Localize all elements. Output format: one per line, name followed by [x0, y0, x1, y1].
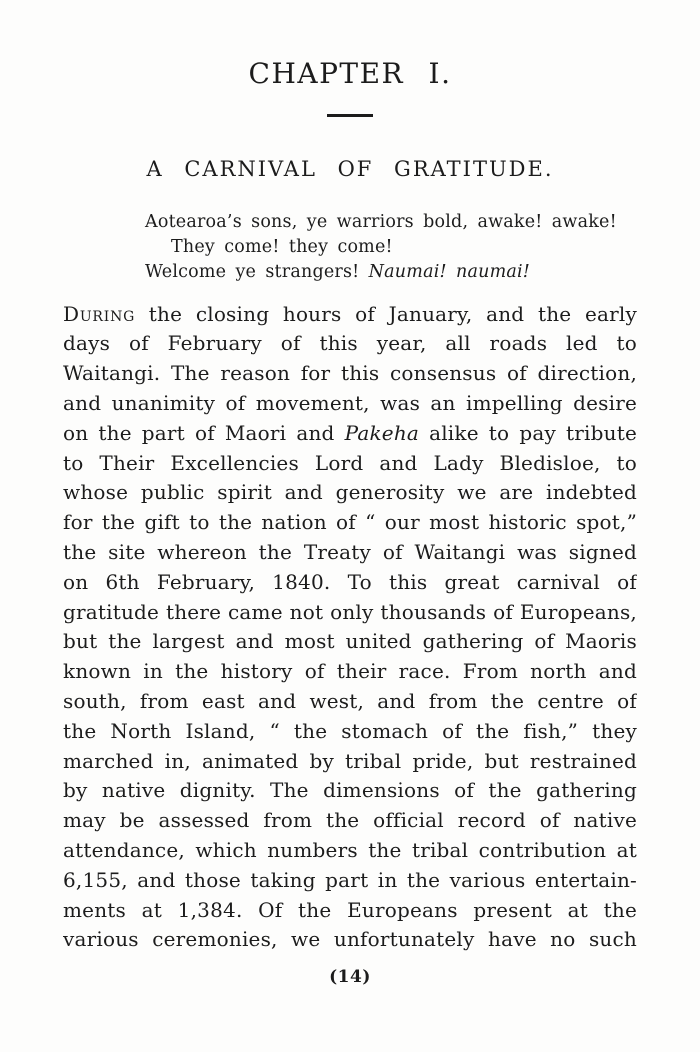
- text-segment: on 6th February, 1840. To this great carnival of: [63, 569, 637, 594]
- body-text-line: [63, 538, 637, 568]
- body-text-line: [63, 836, 637, 866]
- epigraph-line-2: They come! they come!: [171, 237, 393, 258]
- epigraph-line-3-italic-text: Naumai! naumai!: [368, 262, 531, 283]
- heading-divider-rule: [327, 114, 373, 117]
- epigraph-line-1: Aotearoa’s sons, ye warriors bold, awake! awake!: [145, 212, 617, 232]
- body-text-line: [63, 627, 637, 657]
- text-segment: whose public spirit and generosity we are indebted: [63, 480, 637, 505]
- epigraph-verse: [145, 210, 700, 286]
- text-segment: to Their Excellencies Lord and Lady Bledisloe, to: [63, 450, 637, 475]
- text-segment: for the gift to the nation of “ our most historic spot,”: [63, 510, 637, 535]
- text-segment: the site whereon the Treaty of Waitangi was signed: [63, 539, 637, 564]
- epigraph-line-3-text: Welcome ye strangers!: [145, 262, 369, 283]
- body-text-line: [63, 925, 637, 955]
- body-text-line: [63, 508, 637, 538]
- text-segment: Waitangi. The reason for this consensus of direction,: [63, 361, 637, 386]
- body-text-line: [63, 896, 637, 926]
- chapter-heading: CHAPTER I.: [248, 57, 452, 90]
- body-text-line: [63, 806, 637, 836]
- body-text-line: [63, 866, 637, 896]
- body-text-line: [63, 329, 637, 359]
- body-text-line: [63, 419, 637, 449]
- body-text-line: [63, 359, 637, 389]
- body-text-line: [63, 389, 637, 419]
- text-segment: on the part of Maori and: [63, 420, 345, 445]
- body-text-line: [63, 747, 637, 777]
- body-text-line: [63, 687, 637, 717]
- text-segment: but the largest and most united gathering of Maoris: [63, 629, 637, 654]
- text-segment: the closing hours of January, and the early: [135, 301, 637, 326]
- text-segment: 6,155, and those taking part in the various entertain-: [63, 867, 637, 892]
- section-title: A CARNIVAL OF GRATITUDE.: [146, 157, 554, 181]
- epigraph-line-3: [145, 260, 700, 285]
- body-text-line: [63, 449, 637, 479]
- body-text-line: [63, 598, 637, 628]
- body-text-line: [63, 478, 637, 508]
- text-segment: and unanimity of movement, was an impelling desire: [63, 391, 637, 415]
- text-segment: the North Island, “ the stomach of the fish,” they: [63, 718, 637, 743]
- text-segment: south, from east and west, and from the centre of: [63, 688, 637, 713]
- page-number: (14): [329, 967, 371, 988]
- text-segment: days of February of this year, all roads led to: [63, 331, 637, 356]
- text-segment: alike to pay tribute: [419, 420, 637, 445]
- text-segment: ments at 1,384. Of the Europeans present at the: [63, 897, 637, 922]
- body-text-line: [63, 300, 637, 330]
- text-segment: attendance, which numbers the tribal contribution at: [63, 837, 637, 862]
- text-segment: gratitude there came not only thousands of Europeans,: [63, 599, 637, 624]
- text-segment: by native dignity. The dimensions of the gathering: [63, 778, 637, 803]
- body-text-line: [63, 776, 637, 806]
- smallcaps-text-segment: During: [63, 301, 136, 326]
- text-segment: may be assessed from the official record of native: [63, 808, 637, 833]
- body-paragraph: [63, 300, 637, 956]
- body-text-line: [63, 717, 637, 747]
- italic-text-segment: Pakeha: [344, 420, 420, 445]
- body-text-line: [63, 657, 637, 687]
- body-text-line: [63, 568, 637, 598]
- text-segment: known in the history of their race. From north and: [63, 659, 637, 684]
- text-segment: various ceremonies, we unfortunately have no such: [63, 927, 637, 952]
- text-segment: marched in, animated by tribal pride, but restrained: [63, 748, 637, 773]
